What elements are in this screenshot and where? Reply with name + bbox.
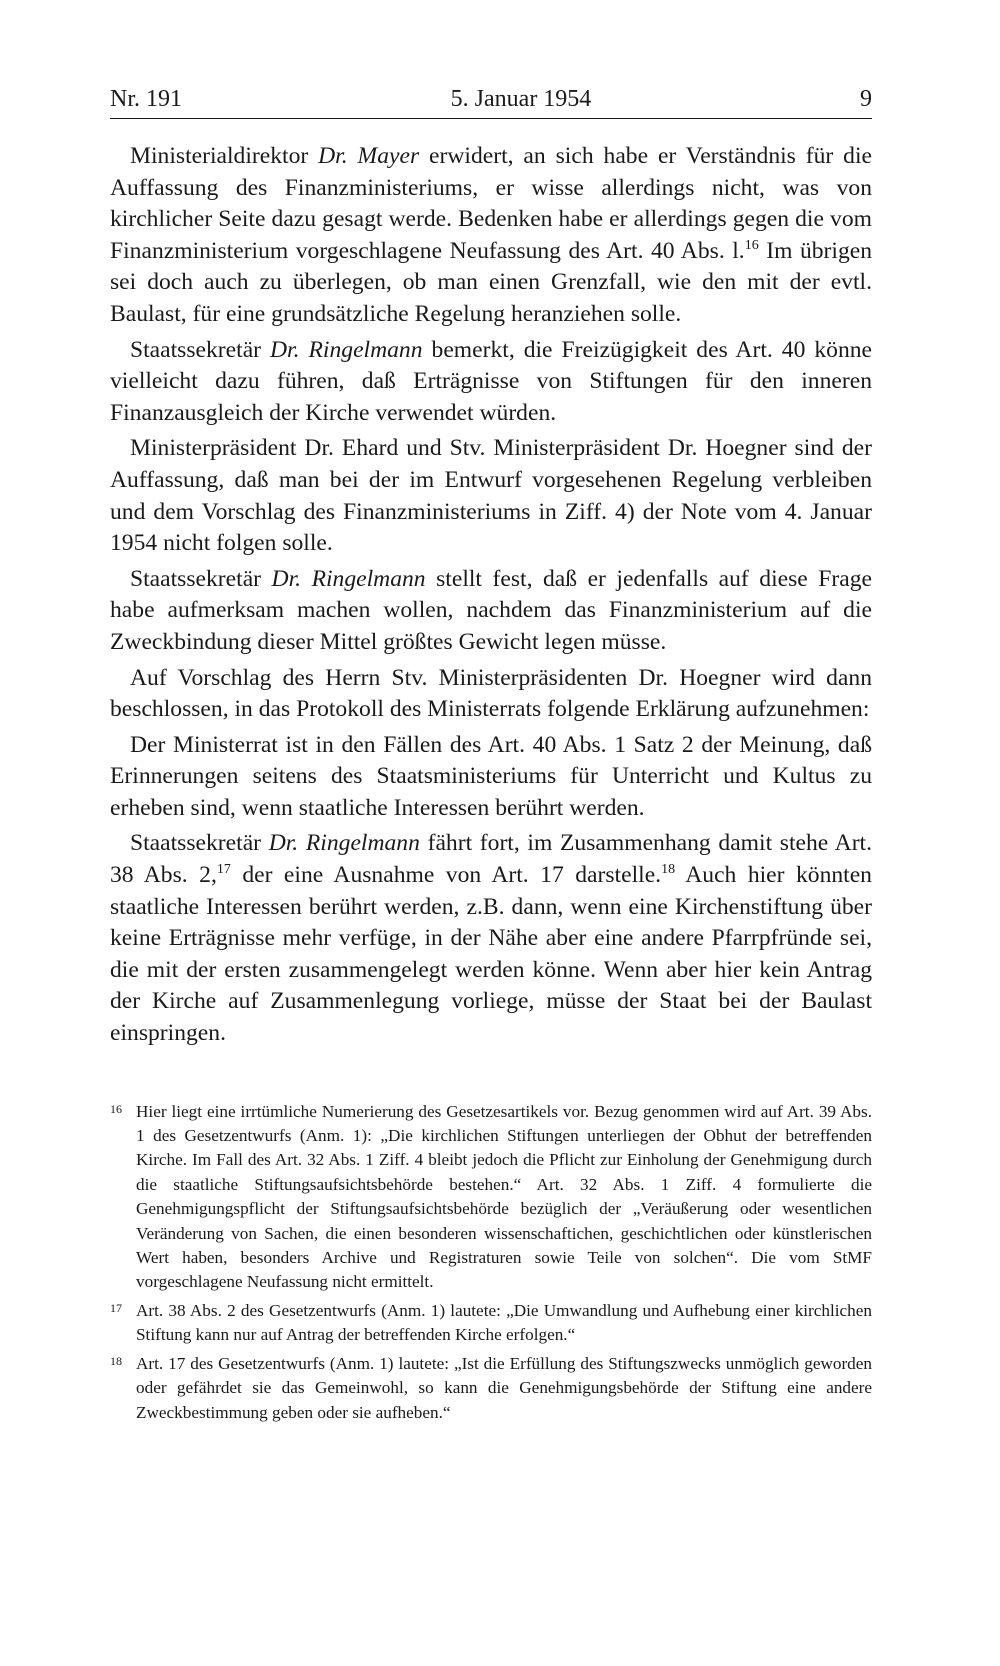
footnote-number: 17 (110, 1300, 122, 1315)
paragraph: Ministerialdirektor Dr. Mayer erwidert, an sich habe er Verständnis für die Auffassung des Finanzministeriums, er wisse allerdings nicht, was von kirchlicher Seite dazu gesagt werde. Bedenken habe er allerdings gegen die vom Finanzministerium vorgeschlagene Neufassung des Art. 40 Abs. l.$^{16}$ Im übrigen sei doch auch zu überlegen, ob man einen Grenzfall, wie den mit der evtl. Baulast, für eine grundsätzliche Regelung heranziehen solle. (110, 143, 873, 327)
speaker-name: Dr. Ringelmann (270, 336, 423, 363)
footnotes (110, 1100, 872, 1425)
footnote-text: Art. 17 des Gesetzentwurfs (Anm. 1) lautete: „Ist die Erfüllung des Stiftungszwecks unmöglich geworden oder gefährdet sie das Gemeinwohl, so kann die Genehmigungsbehörde der Stiftung eine andere Zweckbestimmung geben oder sie aufheben.“ (136, 1353, 872, 1422)
footnote-ref[interactable]: 16 (744, 237, 759, 253)
footnote (110, 1299, 872, 1348)
paragraph: Staatssekretär Dr. Ringelmann stellt fest, daß er jedenfalls auf diese Frage habe aufmerksam machen wollen, nachdem das Finanzministerium auf die Zweckbindung dieser Mittel größtes Gewicht legen müsse. (110, 565, 873, 655)
footnote (110, 1352, 872, 1425)
footnote-ref[interactable]: 17 (216, 862, 231, 878)
document-number: Nr. 191 (110, 86, 182, 112)
footnote-text: Art. 38 Abs. 2 des Gesetzentwurfs (Anm. 1) lautete: „Die Umwandlung und Aufhebung einer kirchlichen Stiftung kann nur auf Antrag der betreffenden Kirche erfolgen.“ (136, 1300, 872, 1345)
document-date: 5. Januar 1954 (450, 86, 592, 112)
paragraph: Ministerpräsident Dr. Ehard und Stv. Ministerpräsident Dr. Hoegner sind der Auffassung, daß man bei der im Entwurf vorgesehenen Regelung verbleiben und dem Vorschlag des Finanzministeriums in Ziff. 4) der Note vom 4. Januar 1954 nicht folgen solle. (110, 435, 872, 557)
paragraph: Auf Vorschlag des Herrn Stv. Ministerpräsidenten Dr. Hoegner wird dann beschlossen, in das Protokoll des Ministerrats folgende Erklärung aufzunehmen: (110, 664, 872, 723)
speaker-name: Dr. Ringelmann (268, 830, 420, 857)
body-text (110, 141, 872, 1050)
footnote-text: Hier liegt eine irrtümliche Numerierung des Gesetzesartikels vor. Bezug genommen wird auf Art. 39 Abs. 1 des Gesetzentwurfs (Anm. 1): „Die kirchlichen Stiftungen unterliegen der Obhut der betreffenden Kirche. Im Fall des Art. 32 Abs. 1 Ziff. 4 bleibt jedoch die Pflicht zur Einholung der Genehmigung durch die staatliche Stiftungsaufsichtsbehörde bestehen.“ Art. 32 Abs. 1 Ziff. 4 formulierte die Genehmigungspflicht der Stiftungsaufsichtsbehörde bezüglich der „Veräußerung oder wesentlichen Veränderung von Sachen, die einen besonderen wissenschaftichen, geschichtlichen oder künstlerischen Wert haben, besonders Archive und Registraturen sowie Teile von solchen“. Die vom StMF vorgeschlagene Neufassung nicht ermittelt. (136, 1101, 872, 1292)
speaker-name: Dr. Ringelmann (271, 565, 426, 592)
paragraph: Staatssekretär Dr. Ringelmann bemerkt, die Freizügigkeit des Art. 40 könne vielleicht dazu führen, daß Erträgnisse von Stiftungen für den inneren Finanzausgleich der Kirche verwendet würden. (110, 336, 873, 426)
resolution-paragraph: Der Ministerrat ist in den Fällen des Art. 40 Abs. 1 Satz 2 der Meinung, daß Erinnerungen seitens des Staatsministeriums für Unterricht und Kultus zu erheben sind, wenn staatliche Interessen berührt werden. (110, 731, 872, 821)
document-page (110, 84, 872, 1429)
footnote-number: 18 (110, 1353, 122, 1368)
paragraph: Staatssekretär Dr. Ringelmann fährt fort, im Zusammenhang damit stehe Art. 38 Abs. 2,17 der eine Ausnahme von Art. 17 darstelle.$^{18}$ Auch hier könnten staatliche Interessen berührt werden, z.B. dann, wenn eine Kirchenstiftung über keine Erträgnisse mehr verfüge, in der Nähe aber eine andere Pfarrpfründe sei, die mit der ersten zusammengelegt werden könne. Wenn aber hier kein Antrag der Kirche auf Zusammenlegung vorliege, müsse der Staat bei der Baulast einspringen. (110, 830, 873, 1047)
footnote (110, 1100, 872, 1295)
footnote-ref[interactable]: 18 (661, 862, 676, 878)
footnote-number: 16 (110, 1101, 122, 1116)
page-number: 9 (860, 86, 872, 112)
running-header (110, 84, 872, 119)
speaker-name: Dr. Mayer (318, 143, 420, 169)
